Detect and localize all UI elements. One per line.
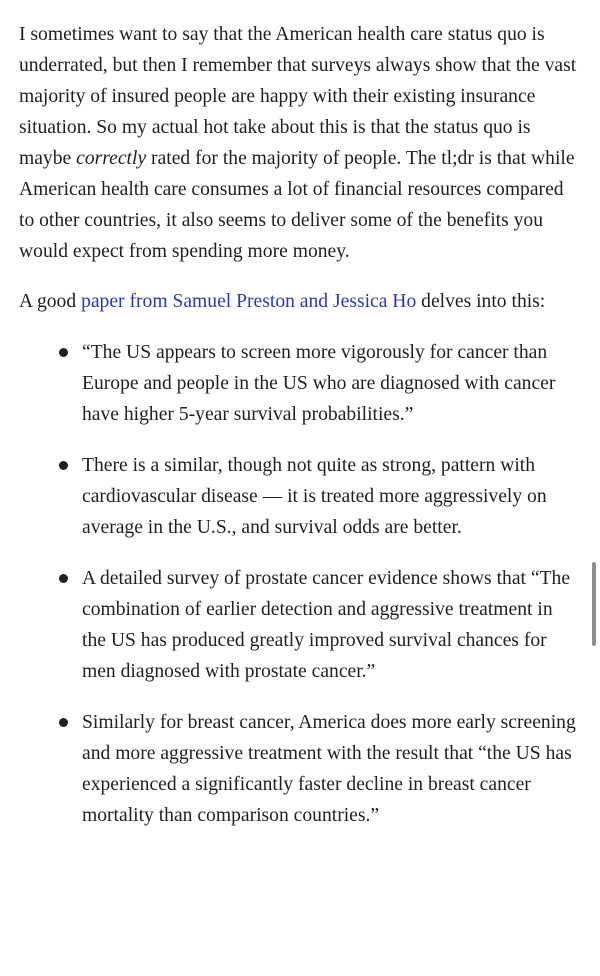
intro-paragraph	[19, 19, 579, 267]
emphasis-correctly: correctly	[76, 148, 147, 169]
list-item-text: A detailed survey of prostate cancer evidence shows that “The combination of earlier detection and aggressive treatment in the US has produced greatly improved survival chances for men diagnosed with prostate cancer.”	[82, 568, 571, 682]
list-item	[19, 707, 579, 831]
paper-text-start: A good	[19, 291, 82, 312]
paper-link[interactable]: paper from Samuel Preston and Jessica Ho	[81, 291, 417, 312]
bullet-dot-icon	[59, 718, 68, 727]
paper-paragraph	[19, 286, 579, 317]
list-item-text: There is a similar, though not quite as strong, pattern with cardiovascular disease — it is treated more aggressively on average in the U.S., and survival odds are better.	[82, 455, 547, 538]
findings-list	[19, 337, 579, 831]
bullet-dot-icon	[59, 574, 68, 583]
list-item	[19, 563, 579, 687]
paper-text-end: delves into this:	[416, 291, 546, 312]
intro-text-start: I sometimes want to say that the American health care status quo is underrated, but then I remember that surveys always show that the vast majority of insured people are happy with their existing insurance situation. So my actual hot take about this is that the status quo is maybe	[19, 24, 577, 169]
article-body	[19, 19, 579, 851]
list-item-text: Similarly for breast cancer, America does more early screening and more aggressive treatment with the result that “the US has experienced a significantly faster decline in breast cancer mortality than comparison countries.”	[82, 712, 576, 826]
list-item	[19, 337, 579, 430]
scrollbar-thumb[interactable]	[592, 562, 596, 646]
intro-text-end: rated for the majority of people. The tl;dr is that while American health care consumes a lot of financial resources compared to other countries, it also seems to deliver some of the benefits you would expect from spending more money.	[19, 148, 575, 262]
bullet-dot-icon	[59, 348, 68, 357]
bullet-dot-icon	[59, 461, 68, 470]
list-item	[19, 450, 579, 543]
list-item-text: “The US appears to screen more vigorously for cancer than Europe and people in the US who are diagnosed with cancer have higher 5-year survival probabilities.”	[82, 342, 556, 425]
